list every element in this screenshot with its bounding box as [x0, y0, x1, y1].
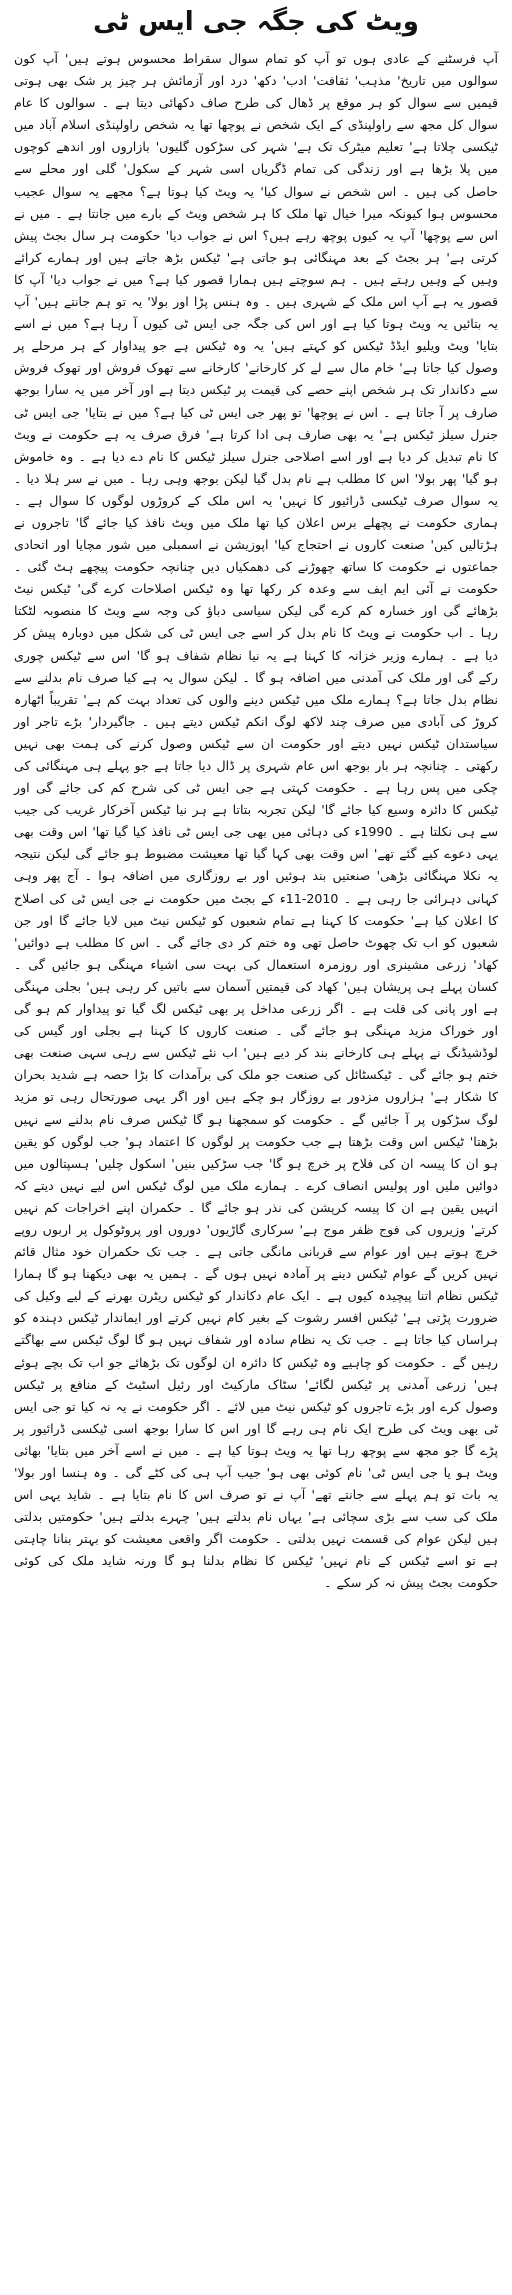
article-headline: ویٹ کی جگہ جی ایس ٹی: [93, 7, 419, 37]
article-body: آپ فرسٹنے کے عادی ہوں تو آپ کو تمام سوال سقراط محسوس ہوتے ہیں' آپ کون سوالوں میں تاریخ' مذہب' ثقافت' ادب' دکھ' درد اور آزمائش ہر چیز پر شک بھی ہوتی قیمیں سے سوال کو ہر موقع پر ڈھال کی طرح صاف دکھائی دیتا ہے ۔ سوالوں کا عام سوال کل مجھ سے راولپنڈی کے ایک شخص نے پوچھا تھا یہ شخص راولپنڈی اسلام آباد میں ٹیکسی چلاتا ہے' تعلیم میٹرک تک ہے' شہر کی سڑکوں گلیوں' بازاروں اور اندھے کوچوں میں پلا بڑھا ہے اور زندگی کی تمام ڈگریاں اسی شہر کے سکول' گلی اور محلے سے حاصل کی ہیں ۔ اس شخص نے سوال کیا' یہ ویٹ کیا ہوتا ہے؟ مجھے یہ سوال عجیب محسوس ہوا کیونکہ میرا خیال تھا ملک کا ہر شخص ویٹ کے بارے میں جانتا ہے ۔ میں نے اس سے پوچھا' آپ یہ کیوں پوچھ رہے ہیں؟ اس نے جواب دیا' حکومت ہر سال بجٹ پیش کرتی ہے' ہر بجٹ کے بعد مہنگائی ہو جاتی ہے' ٹیکس بڑھ جاتے ہیں اور ہمارے کرائے وہیں کے وہیں رہتے ہیں ۔ ہم سوچتے ہیں ہمارا قصور کیا ہے؟ میں نے جواب دیا' آپ کا قصور یہ ہے آپ اس ملک کے شہری ہیں ۔ وہ ہنس پڑا اور بولا' یہ تو ہم جانتے ہیں' آپ یہ بتائیں یہ ویٹ ہوتا کیا ہے اور اس کی جگہ جی ایس ٹی کیوں آ رہا ہے؟ میں نے اسے بتایا' ویٹ ویلیو ایڈڈ ٹیکس کو کہتے ہیں' یہ وہ ٹیکس ہے جو پیداوار کے ہر مرحلے پر وصول کیا جاتا ہے' خام مال سے لے کر کارخانے' کارخانے سے تھوک فروش اور تھوک فروش سے دکاندار تک ہر شخص اپنے حصے کی قیمت پر ٹیکس دیتا ہے اور آخر میں یہ سارا بوجھ صارف پر آ جاتا ہے ۔ اس نے پوچھا' تو پھر جی ایس ٹی کیا ہے؟ میں نے بتایا' جی ایس ٹی جنرل سیلز ٹیکس ہے' یہ بھی صارف ہی ادا کرتا ہے' فرق صرف یہ ہے حکومت نے ویٹ کا نام تبدیل کر دیا ہے اور اسے اصلاحی جنرل سیلز ٹیکس کا نام دے دیا ہے ۔ وہ خاموش ہو گیا' پھر بولا' اس کا مطلب ہے نام بدل گیا لیکن بوجھ وہی رہا ۔ میں نے سر ہلا دیا ۔ یہ سوال صرف ٹیکسی ڈرائیور کا نہیں' یہ اس ملک کے کروڑوں لوگوں کا سوال ہے ۔ ہماری حکومت نے پچھلے برس اعلان کیا تھا ملک میں ویٹ نافذ کیا جائے گا' تاجروں نے ہڑتالیں کیں' صنعت کاروں نے احتجاج کیا' اپوزیشن نے اسمبلی میں شور مچایا اور اتحادی جماعتوں نے حکومت کا ساتھ چھوڑنے کی دھمکیاں دیں چنانچہ حکومت پیچھے ہٹ گئی ۔ حکومت نے آئی ایم ایف سے وعدہ کر رکھا تھا وہ ٹیکس اصلاحات کرے گی' ٹیکس نیٹ بڑھائے گی اور خسارہ کم کرے گی لیکن سیاسی دباؤ کی وجہ سے ویٹ کا منصوبہ لٹکتا رہا ۔ اب حکومت نے ویٹ کا نام بدل کر اسے جی ایس ٹی کی شکل میں دوبارہ پیش کر دیا ہے ۔ ہمارے وزیر خزانہ کا کہنا ہے یہ نیا نظام شفاف ہو گا' اس سے ٹیکس چوری رکے گی اور ملک کی آمدنی میں اضافہ ہو گا ۔ لیکن سوال یہ ہے کیا صرف نام بدلنے سے نظام بدل جاتا ہے؟ ہمارے ملک میں ٹیکس دینے والوں کی تعداد بہت کم ہے' تقریباً اٹھارہ کروڑ کی آبادی میں صرف چند لاکھ لوگ انکم ٹیکس دیتے ہیں ۔ جاگیردار' بڑے تاجر اور سیاستدان ٹیکس نہیں دیتے اور حکومت ان سے ٹیکس وصول کرنے کی ہمت بھی نہیں رکھتی ۔ چنانچہ ہر بار بوجھ اس عام شہری پر ڈال دیا جاتا ہے جو پہلے ہی مہنگائی کی چکی میں پس رہا ہے ۔ حکومت کہتی ہے جی ایس ٹی کی شرح کم کی جائے گی اور ٹیکس کا دائرہ وسیع کیا جائے گا' لیکن تجربہ بتاتا ہے ہر نیا ٹیکس آخرکار غریب کی جیب سے ہی نکلتا ہے ۔ 1990ء کی دہائی میں بھی جی ایس ٹی نافذ کیا گیا تھا' اس وقت بھی یہی دعوے کیے گئے تھے' اس وقت بھی کہا گیا تھا معیشت مضبوط ہو جائے گی لیکن نتیجہ یہ نکلا مہنگائی بڑھی' صنعتیں بند ہوئیں اور بے روزگاری میں اضافہ ہوا ۔ آج پھر وہی کہانی دہرائی جا رہی ہے ۔ 2010-11ء کے بجٹ میں حکومت نے جی ایس ٹی کی اصلاح کا اعلان کیا ہے' حکومت کا کہنا ہے تمام شعبوں کو ٹیکس نیٹ میں لایا جائے گا اور جن شعبوں کو اب تک چھوٹ حاصل تھی وہ ختم کر دی جائے گی ۔ اس کا مطلب ہے دوائیں' کھاد' زرعی مشینری اور روزمرہ استعمال کی بہت سی اشیاء مہنگی ہو جائیں گی ۔ کسان پہلے ہی پریشان ہیں' کھاد کی قیمتیں آسمان سے باتیں کر رہی ہیں' بجلی مہنگی ہے اور پانی کی قلت ہے ۔ اگر زرعی مداخل پر بھی ٹیکس لگ گیا تو پیداوار کم ہو گی اور خوراک مزید مہنگی ہو جائے گی ۔ صنعت کاروں کا کہنا ہے بجلی اور گیس کی لوڈشیڈنگ نے پہلے ہی کارخانے بند کر دیے ہیں' اب نئے ٹیکس سے رہی سہی صنعت بھی ختم ہو جائے گی ۔ ٹیکسٹائل کی صنعت جو ملک کی برآمدات کا بڑا حصہ ہے شدید بحران کا شکار ہے' ہزاروں مزدور بے روزگار ہو چکے ہیں اور اگر یہی صورتحال رہی تو مزید لوگ سڑکوں پر آ جائیں گے ۔ حکومت کو سمجھنا ہو گا ٹیکس صرف نام بدلنے سے نہیں بڑھتا' ٹیکس اس وقت بڑھتا ہے جب حکومت پر لوگوں کا اعتماد ہو' جب لوگوں کو یقین ہو ان کا پیسہ ان کی فلاح پر خرچ ہو گا' جب سڑکیں بنیں' اسکول چلیں' ہسپتالوں میں دوائیں ملیں اور پولیس انصاف کرے ۔ ہمارے ملک میں لوگ ٹیکس اس لیے نہیں دیتے کہ انہیں یقین ہے ان کا پیسہ کرپشن کی نذر ہو جائے گا ۔ حکمران اپنے اخراجات کم نہیں کرتے' وزیروں کی فوج ظفر موج ہے' سرکاری گاڑیوں' دوروں اور پروٹوکول پر اربوں روپے خرچ ہوتے ہیں اور عوام سے قربانی مانگی جاتی ہے ۔ جب تک حکمران خود مثال قائم نہیں کریں گے عوام ٹیکس دینے پر آمادہ نہیں ہوں گے ۔ ہمیں یہ بھی دیکھنا ہو گا ہمارا ٹیکس نظام اتنا پیچیدہ کیوں ہے ۔ ایک عام دکاندار کو ٹیکس ریٹرن بھرنے کے لیے وکیل کی ضرورت پڑتی ہے' ٹیکس افسر رشوت کے بغیر کام نہیں کرتے اور ایماندار ٹیکس دہندہ کو ہراساں کیا جاتا ہے ۔ جب تک یہ نظام سادہ اور شفاف نہیں ہو گا لوگ ٹیکس سے بھاگتے رہیں گے ۔ حکومت کو چاہیے وہ ٹیکس کا دائرہ ان لوگوں تک بڑھائے جو اب تک بچے ہوئے ہیں' زرعی آمدنی پر ٹیکس لگائے' سٹاک مارکیٹ اور رئیل اسٹیٹ کے منافع پر ٹیکس وصول کرے اور بڑے تاجروں کو ٹیکس نیٹ میں لائے ۔ اگر حکومت نے یہ نہ کیا تو جی ایس ٹی بھی ویٹ کی طرح ایک نام ہی رہے گا اور اس کا سارا بوجھ اسی ٹیکسی ڈرائیور پر پڑے گا جو مجھ سے پوچھ رہا تھا یہ ویٹ ہوتا کیا ہے ۔ میں نے اسے آخر میں بتایا' بھائی ویٹ ہو یا جی ایس ٹی' نام کوئی بھی ہو' جیب آپ ہی کی کٹے گی ۔ وہ ہنسا اور بولا' یہ بات تو ہم پہلے سے جانتے تھے' آپ نے تو صرف اس کا نام بتایا ہے ۔ شاید یہی اس ملک کی سب سے بڑی سچائی ہے' یہاں نام بدلتے ہیں' چہرے بدلتے ہیں' حکومتیں بدلتی ہیں لیکن عوام کی قسمت نہیں بدلتی ۔ حکومت اگر واقعی معیشت کو بہتر بنانا چاہتی ہے تو اسے ٹیکس کے نام نہیں' ٹیکس کا نظام بدلنا ہو گا ورنہ شاید ملک کی کوئی حکومت بجٹ پیش نہ کر سکے ۔: [14, 51, 498, 1591]
